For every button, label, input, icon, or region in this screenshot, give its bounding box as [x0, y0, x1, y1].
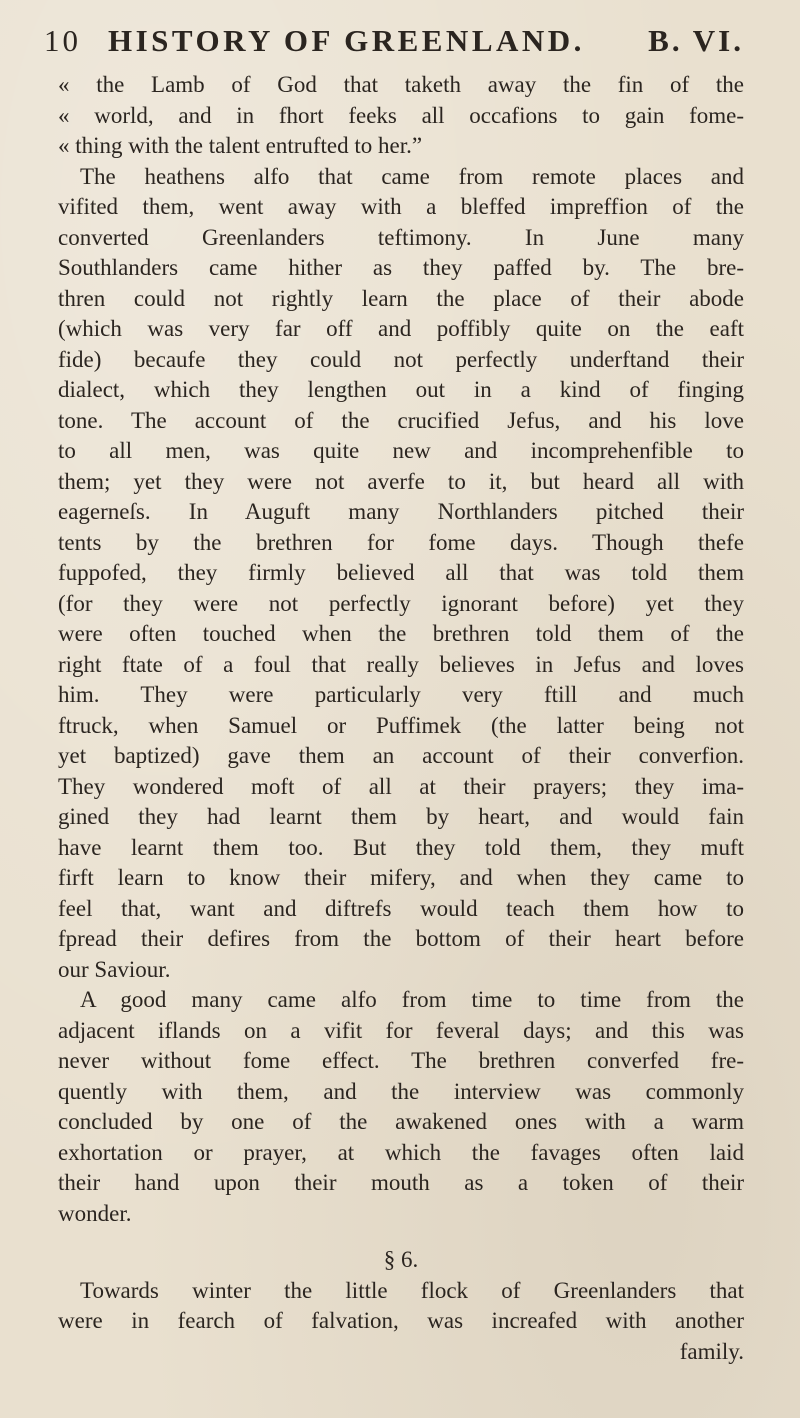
text-line: were in fearch of falvation, was increafed with another — [58, 1308, 744, 1333]
text-line: concluded by one of the awakened ones with a warm — [58, 1109, 744, 1134]
text-line: adjacent iflands on a vifit for feveral days; and this was — [58, 1017, 744, 1043]
text-line: wonder. — [58, 1200, 132, 1226]
text-line: A good many came alfo from time to time from the — [80, 987, 744, 1012]
text-line: were often touched when the brethren told them of the — [58, 621, 744, 646]
text-line: them; yet they were not averfe to it, but heard all with — [58, 468, 744, 494]
text-line: yet baptized) gave them an account of their converfion. — [58, 743, 744, 768]
text-line: vifited them, went away with a bleffed impreffion of the — [58, 194, 744, 219]
text-line: feel that, want and diftrefs would teach them how to — [58, 895, 744, 921]
text-line: The heathens alfo that came from remote places and — [80, 163, 744, 189]
text-line: ftruck, when Samuel or Puffimek (the latter being not — [58, 712, 744, 738]
text-line: right ftate of a foul that really believes in Jefus and loves — [58, 651, 744, 677]
text-line: never without fome effect. The brethren converfed fre- — [58, 1048, 744, 1073]
text-line: fide) becaufe they could not perfectly underftand their — [58, 346, 744, 372]
page-number: 10 — [44, 23, 81, 58]
text-line: They wondered moft of all at their prayers; they ima- — [58, 773, 744, 799]
text-line: (which was very far off and poffibly quite on the eaft — [58, 316, 744, 341]
text-line: dialect, which they lengthen out in a kind of finging — [58, 377, 744, 402]
text-line: our Saviour. — [58, 956, 171, 982]
text-line: « the Lamb of God that taketh away the fin of the — [58, 72, 744, 97]
body-text — [58, 70, 744, 1367]
text-line: tone. The account of the crucified Jefus, and his love — [58, 407, 744, 433]
text-line: fuppofed, they firmly believed all that was told them — [58, 560, 744, 585]
spacer — [58, 1229, 744, 1245]
text-line: Towards winter the little flock of Greenlanders that — [80, 1277, 744, 1303]
text-line: to all men, was quite new and incomprehenfible to — [58, 438, 744, 463]
text-line: firft learn to know their mifery, and when they came to — [58, 865, 744, 890]
catchword: family. — [679, 1338, 744, 1364]
text-line: have learnt them too. But they told them, they muft — [58, 834, 744, 860]
text-line: fpread their defires from the bottom of their heart before — [58, 926, 744, 951]
text-line: quently with them, and the interview was commonly — [58, 1078, 744, 1104]
section-heading: § 6. — [383, 1247, 419, 1272]
text-line: exhortation or prayer, at which the favages often laid — [58, 1139, 744, 1165]
page-header — [44, 20, 744, 62]
text-line: gined they had learnt them by heart, and would fain — [58, 804, 744, 829]
text-line: thren could not rightly learn the place of their abode — [58, 285, 744, 311]
text-line: him. They were particularly very ftill and much — [58, 682, 744, 707]
text-line: eagerneſs. In Auguft many Northlanders pitched their — [58, 499, 744, 524]
text-line: Southlanders came hither as they paffed by. The bre- — [58, 255, 744, 280]
running-title: HISTORY OF GREENLAND. — [108, 23, 585, 58]
text-line: tents by the brethren for fome days. Though thefe — [58, 529, 744, 555]
text-line: their hand upon their mouth as a token of their — [58, 1170, 744, 1195]
text-line: « world, and in fhort feeks all occafions to gain fome- — [58, 102, 744, 128]
book-number: B. VI. — [648, 23, 744, 58]
text-line: converted Greenlanders teftimony. In June many — [58, 224, 744, 250]
text-line: (for they were not perfectly ignorant before) yet they — [58, 590, 744, 616]
text-line: « thing with the talent entrufted to her.” — [58, 133, 423, 158]
